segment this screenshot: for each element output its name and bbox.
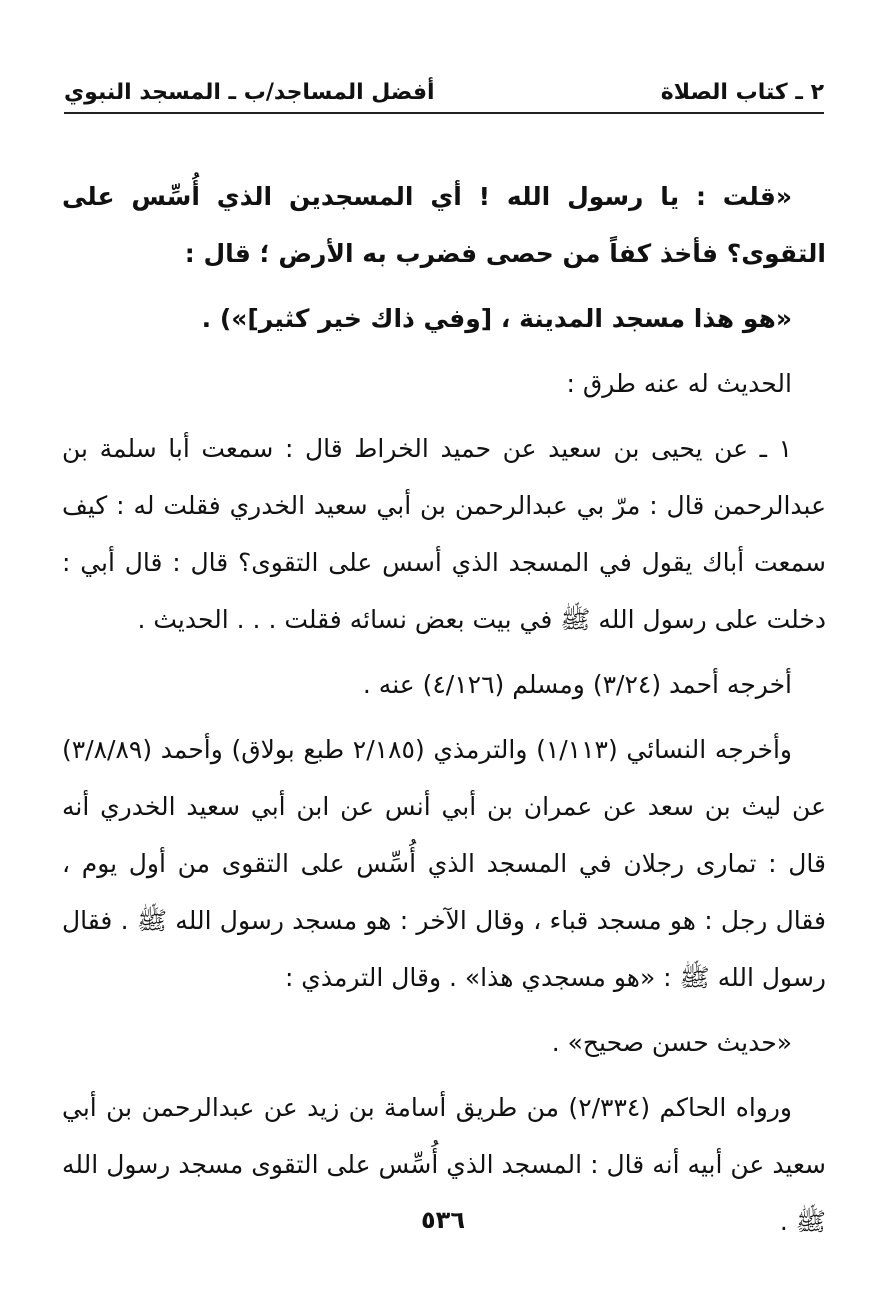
paragraph-ahmad-muslim: أخرجه أحمد (٣/٢٤) ومسلم (٤/١٢٦) عنه . bbox=[362, 670, 792, 699]
header-chapter: ٢ ـ كتاب الصلاة bbox=[660, 79, 824, 105]
running-header bbox=[64, 72, 824, 114]
paragraph-quote-question: «قلت : يا رسول الله ! أي المسجدين الذي أُسِّس على التقوى؟ فأخذ كفاً من حصى فضرب به الأرض ؛ قال : bbox=[62, 182, 826, 268]
paragraph-tirmidhi-grading: «حديث حسن صحيح» . bbox=[551, 1028, 792, 1057]
page-number: ٥٣٦ bbox=[421, 1206, 465, 1234]
paragraph-route-one: ١ ـ عن يحيى بن سعيد عن حميد الخراط قال : سمعت أبا سلمة بن عبدالرحمن قال : مرّ بي عبدالرحمن بن أبي سعيد الخدري فقلت له : كيف سمعت أباك يقول في المسجد الذي أسس على التقوى؟ قال : قال أبي : دخلت على رسول الله ﷺ في بيت بعض نسائه فقلت . . . الحديث . bbox=[62, 434, 826, 634]
paragraph-quote-answer: «هو هذا مسجد المدينة ، [وفي ذاك خير كثير]») . bbox=[201, 304, 792, 333]
paragraph-nasai-tirmidhi: وأخرجه النسائي (١/١١٣) والترمذي (٢/١٨٥ طبع بولاق) وأحمد (٣/٨/٨٩) عن ليث بن سعد عن عمران بن أبي أنس عن ابن أبي سعيد الخدري أنه قال : تمارى رجلان في المسجد الذي أُسِّس على التقوى من أول يوم ، فقال رجل : هو مسجد قباء ، وقال الآخر : هو مسجد رسول الله ﷺ . فقال رسول الله ﷺ : «هو مسجدي هذا» . وقال الترمذي : bbox=[62, 735, 826, 992]
paragraph-routes-intro: الحديث له عنه طرق : bbox=[566, 369, 792, 398]
header-section: أفضل المساجد/ب ـ المسجد النبوي bbox=[64, 79, 435, 105]
page-body bbox=[62, 168, 826, 1258]
paragraph-hakim: ورواه الحاكم (٢/٣٣٤) من طريق أسامة بن زيد عن عبدالرحمن بن أبي سعيد عن أبيه أنه قال : المسجد الذي أُسِّس على التقوى مسجد رسول الله ﷺ . bbox=[62, 1093, 826, 1236]
